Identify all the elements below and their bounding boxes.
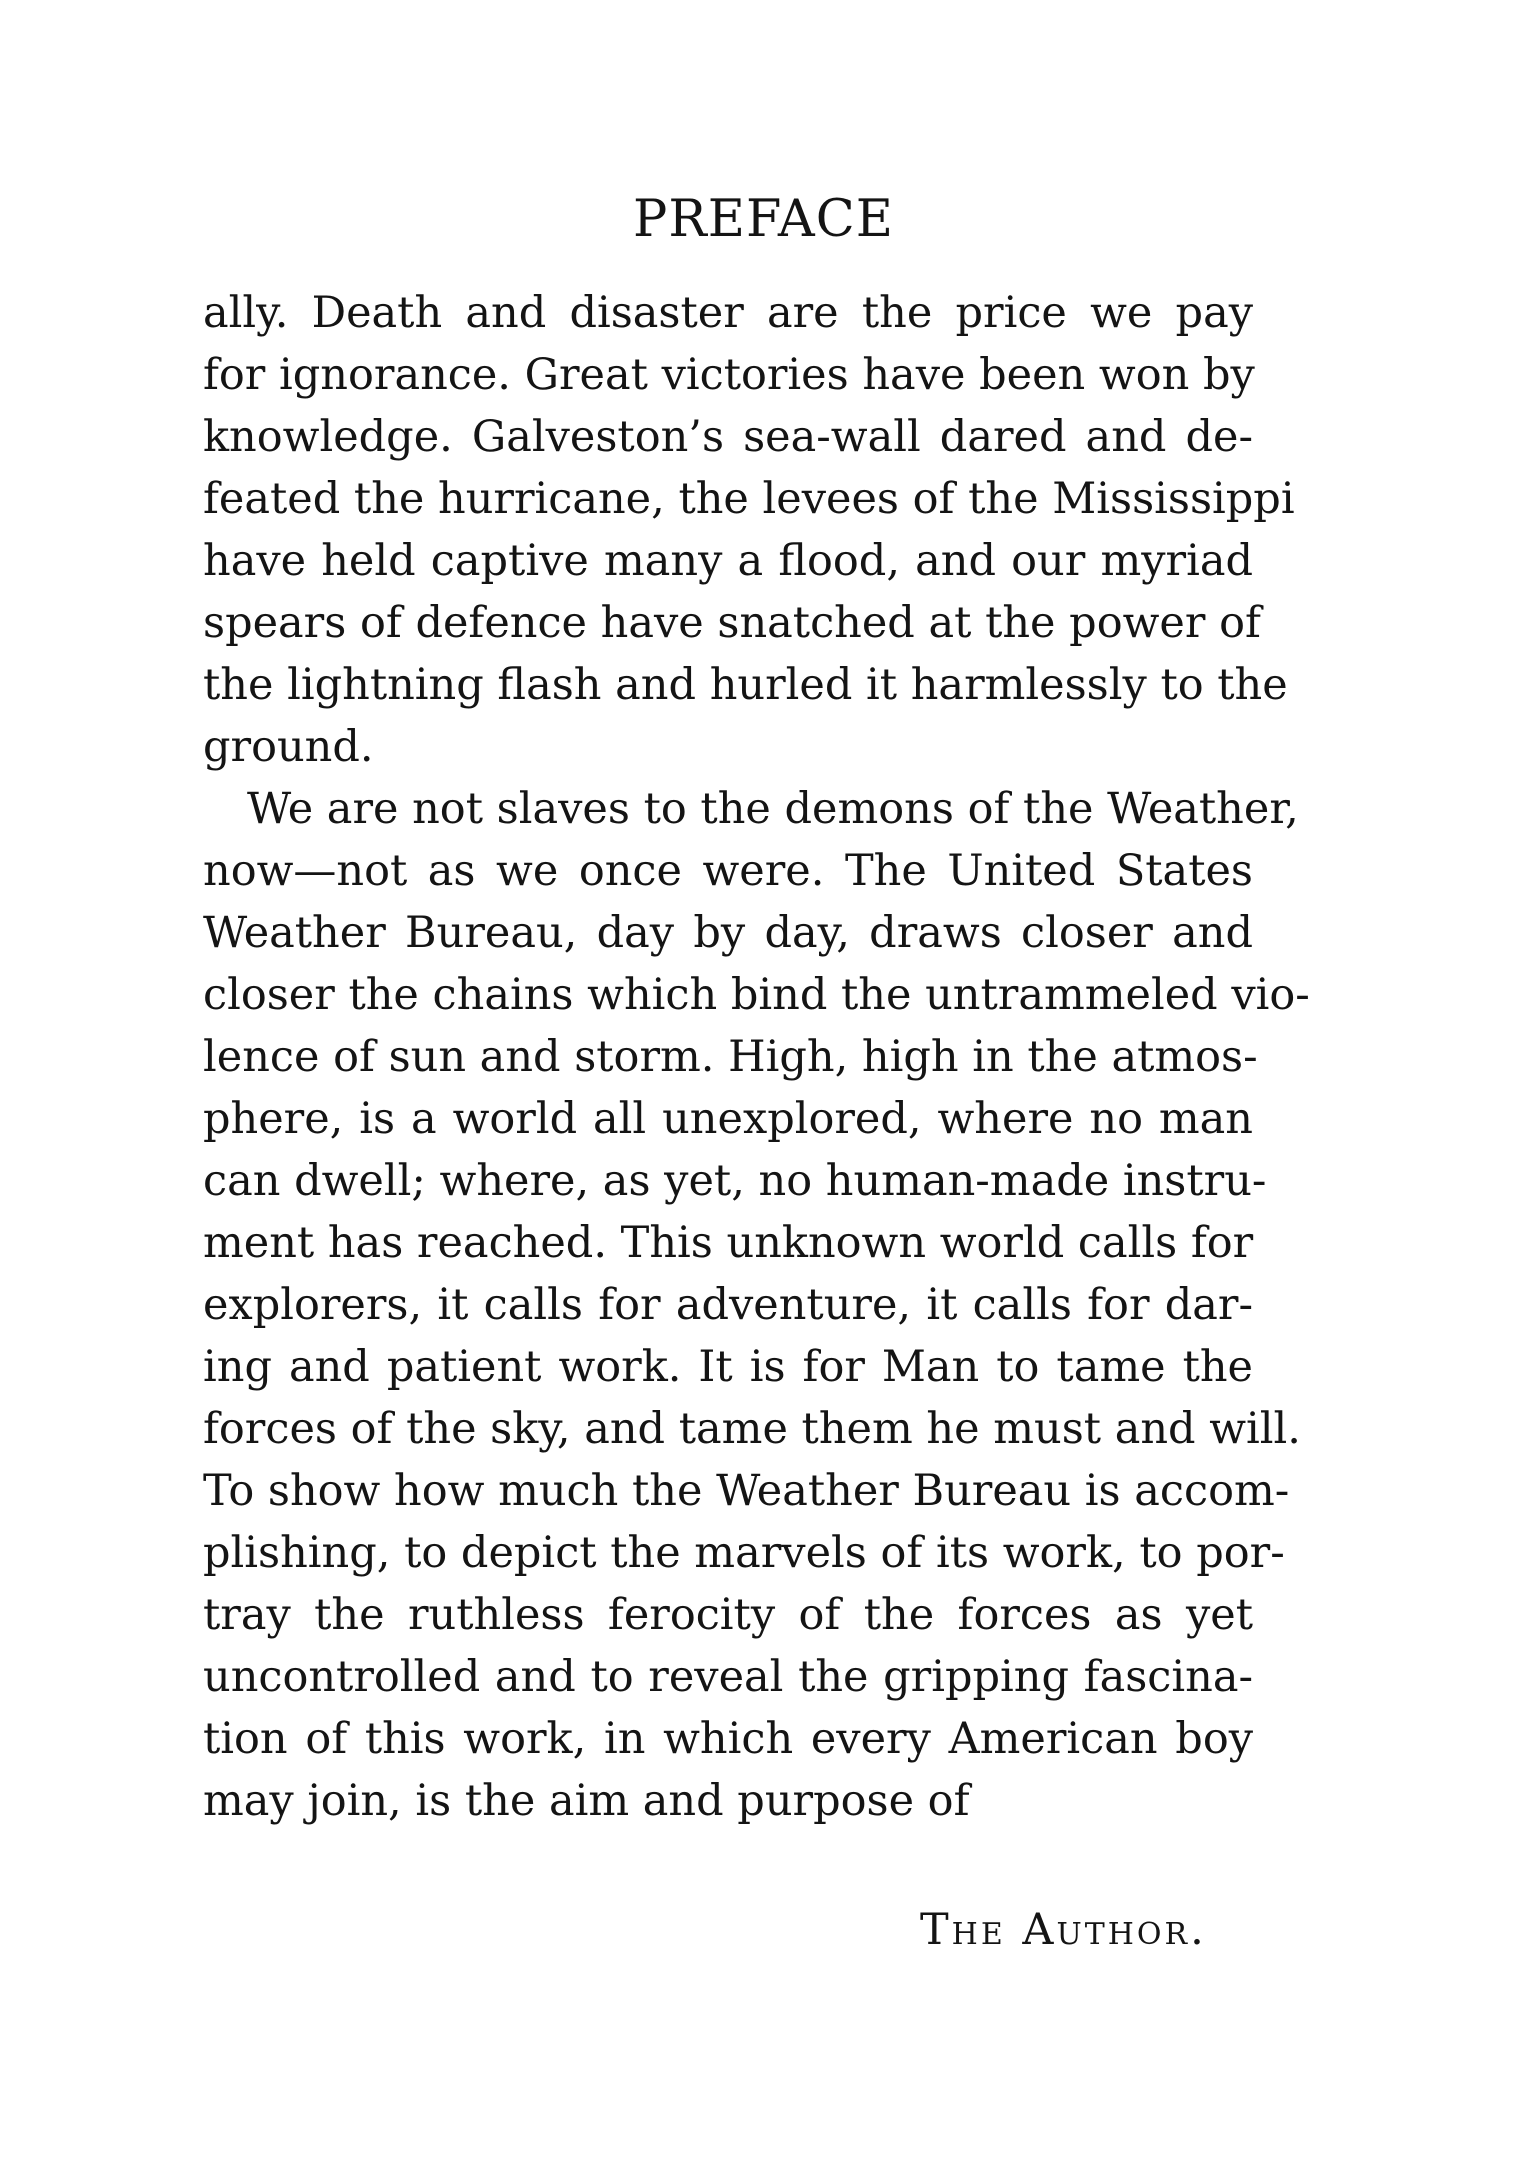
- text-line: Weather Bureau, day by day, draws closer and: [203, 908, 1253, 958]
- text-line: now—not as we once were. The United States: [203, 846, 1253, 896]
- text-line: can dwell; where, as yet, no human-made instru-: [203, 1156, 1267, 1206]
- text-line: feated the hurricane, the levees of the Mississippi: [203, 474, 1295, 524]
- text-line: ment has reached. This unknown world calls for: [203, 1218, 1254, 1268]
- paragraph-2: [203, 778, 1310, 1832]
- text-line: plishing, to depict the marvels of its work, to por-: [203, 1528, 1285, 1578]
- text-line: We are not slaves to the demons of the Weather,: [247, 784, 1299, 834]
- author-signature: The Author.: [920, 1905, 1207, 1955]
- text-line: ally. Death and disaster are the price we pay: [203, 288, 1253, 338]
- text-line: explorers, it calls for adventure, it calls for dar-: [203, 1280, 1253, 1330]
- text-line: closer the chains which bind the untrammeled vio-: [203, 970, 1310, 1020]
- text-line: ground.: [203, 722, 374, 772]
- text-line: knowledge. Galveston’s sea-wall dared and de-: [203, 412, 1253, 462]
- text-line: for ignorance. Great victories have been won by: [203, 350, 1255, 400]
- text-line: To show how much the Weather Bureau is accom-: [203, 1466, 1290, 1516]
- text-line: phere, is a world all unexplored, where no man: [203, 1094, 1253, 1144]
- text-line: ing and patient work. It is for Man to tame the: [203, 1342, 1253, 1392]
- text-line: may join, is the aim and purpose of: [203, 1776, 970, 1826]
- text-line: the lightning flash and hurled it harmlessly to the: [203, 660, 1288, 710]
- text-line: lence of sun and storm. High, high in the atmos-: [203, 1032, 1258, 1082]
- text-line: tion of this work, in which every American boy: [203, 1714, 1253, 1764]
- running-head: PREFACE: [633, 190, 894, 249]
- paragraph-1: [203, 282, 1295, 778]
- text-line: forces of the sky, and tame them he must and will.: [203, 1404, 1301, 1454]
- preface-text: [203, 282, 1310, 1832]
- text-line: uncontrolled and to reveal the gripping fascina-: [203, 1652, 1253, 1702]
- text-line: tray the ruthless ferocity of the forces as yet: [203, 1590, 1253, 1640]
- text-line: spears of defence have snatched at the power of: [203, 598, 1261, 648]
- text-line: have held captive many a flood, and our myriad: [203, 536, 1253, 586]
